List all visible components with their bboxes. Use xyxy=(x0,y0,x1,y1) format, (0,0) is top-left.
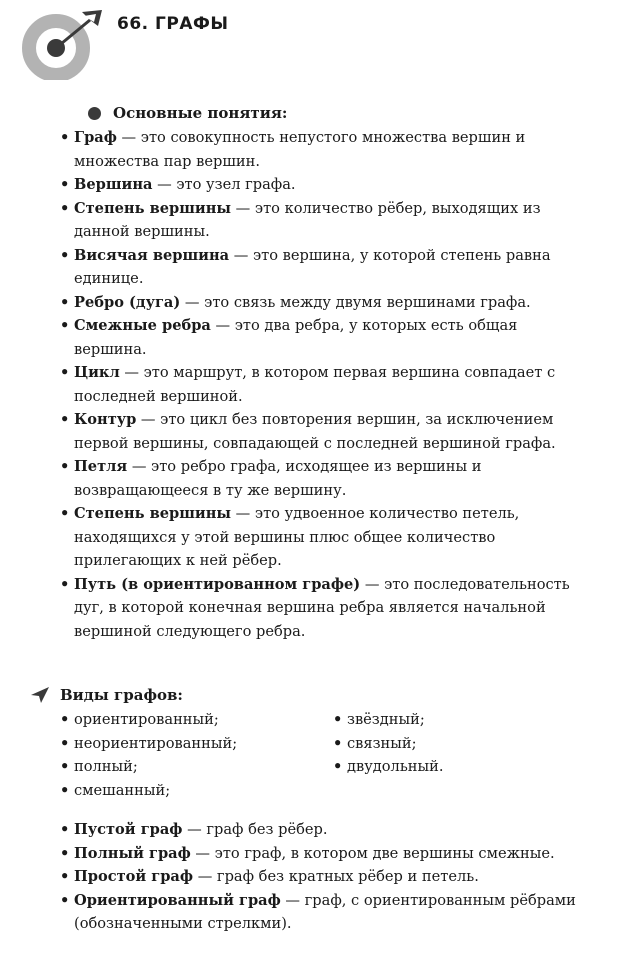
definition-item xyxy=(60,126,590,173)
graph-types-heading-text: Виды графов: xyxy=(60,686,183,704)
definition-text: — это количество рёбер, выходящих из данной вершины. xyxy=(74,199,541,240)
graph-types-right-list xyxy=(333,708,443,779)
definition-term: Полный граф xyxy=(74,844,191,862)
definition-term: Граф xyxy=(74,129,117,146)
definition-text: — это граф, в котором две вершины смежные. xyxy=(190,844,555,862)
pointer-arrow-icon xyxy=(30,686,50,704)
list-item: • звёздный; xyxy=(333,708,443,732)
graph-kinds-definitions-list xyxy=(60,818,590,936)
definition-item xyxy=(60,842,590,866)
definition-text: — граф без рёбер. xyxy=(182,821,328,838)
list-item: • полный; xyxy=(60,755,237,779)
basic-concepts-heading-text: Основные понятия: xyxy=(113,104,288,122)
definition-term: Петля xyxy=(74,458,128,475)
graph-types-heading xyxy=(30,686,183,704)
definition-item xyxy=(60,573,590,644)
basic-concepts-heading xyxy=(88,104,287,122)
definition-item xyxy=(60,244,590,291)
definition-item xyxy=(60,197,590,244)
definition-text: — это два ребра, у которых есть общая вершина. xyxy=(74,317,518,358)
basic-concepts-list xyxy=(60,126,590,643)
chapter-title: 66. ГРАФЫ xyxy=(117,14,229,34)
definition-term: Пустой граф xyxy=(74,821,183,838)
definition-term: Ребро (дуга) xyxy=(74,293,181,311)
definition-item xyxy=(60,818,590,842)
list-item: • неориентированный; xyxy=(60,732,237,756)
list-item: • смешанный; xyxy=(60,779,237,803)
definition-item xyxy=(60,455,590,502)
definition-term: Степень вершины xyxy=(74,199,232,217)
definition-text: — граф без кратных рёбер и петель. xyxy=(193,868,479,885)
definition-item xyxy=(60,291,590,315)
definition-term: Висячая вершина xyxy=(74,246,230,264)
graph-types-left-list xyxy=(60,708,237,802)
definition-text: — это вершина, у которой степень равна единице. xyxy=(74,246,551,287)
list-item: • двудольный. xyxy=(333,755,443,779)
definition-term: Контур xyxy=(74,411,137,428)
list-item: • связный; xyxy=(333,732,443,756)
definition-item xyxy=(60,865,590,889)
definition-item xyxy=(60,408,590,455)
definition-item xyxy=(60,314,590,361)
definition-text: — это связь между двумя вершинами графа. xyxy=(180,293,531,311)
definition-item xyxy=(60,502,590,573)
definition-text: — это ребро графа, исходящее из вершины и возвращающееся в ту же вершину. xyxy=(74,458,482,499)
bullet-dot-icon xyxy=(88,107,101,120)
definition-text: — это цикл без повторения вершин, за исключением первой вершины, совпадающей с последней вершиной графа. xyxy=(74,411,556,452)
definition-item xyxy=(60,889,590,936)
definition-term: Вершина xyxy=(74,176,153,193)
definition-term: Смежные ребра xyxy=(74,317,211,334)
definition-term: Путь (в ориентированном графе) xyxy=(74,575,361,593)
definition-text: — это маршрут, в котором первая вершина совпадает с последней вершиной. xyxy=(74,364,556,405)
definition-text: — граф, с ориентированным рёбрами (обозначенными стрелкми). xyxy=(74,891,576,932)
definition-term: Ориентированный граф xyxy=(74,891,281,909)
definition-item xyxy=(60,173,590,197)
definition-item xyxy=(60,361,590,408)
definition-text: — это удвоенное количество петель, находящихся у этой вершины плюс общее количество прилегающих к ней рёбер. xyxy=(74,505,520,569)
definition-text: — это совокупность непустого множества вершин и множества пар вершин. xyxy=(74,129,526,170)
target-logo-icon xyxy=(22,6,108,80)
definition-term: Простой граф xyxy=(74,868,194,885)
definition-text: — это узел графа. xyxy=(152,176,296,193)
definition-term: Степень вершины xyxy=(74,505,232,522)
list-item: • ориентированный; xyxy=(60,708,237,732)
definition-term: Цикл xyxy=(74,364,120,381)
definition-text: — это последовательность дуг, в которой конечная вершина ребра является начальной вершиной следующего ребра. xyxy=(74,575,570,640)
